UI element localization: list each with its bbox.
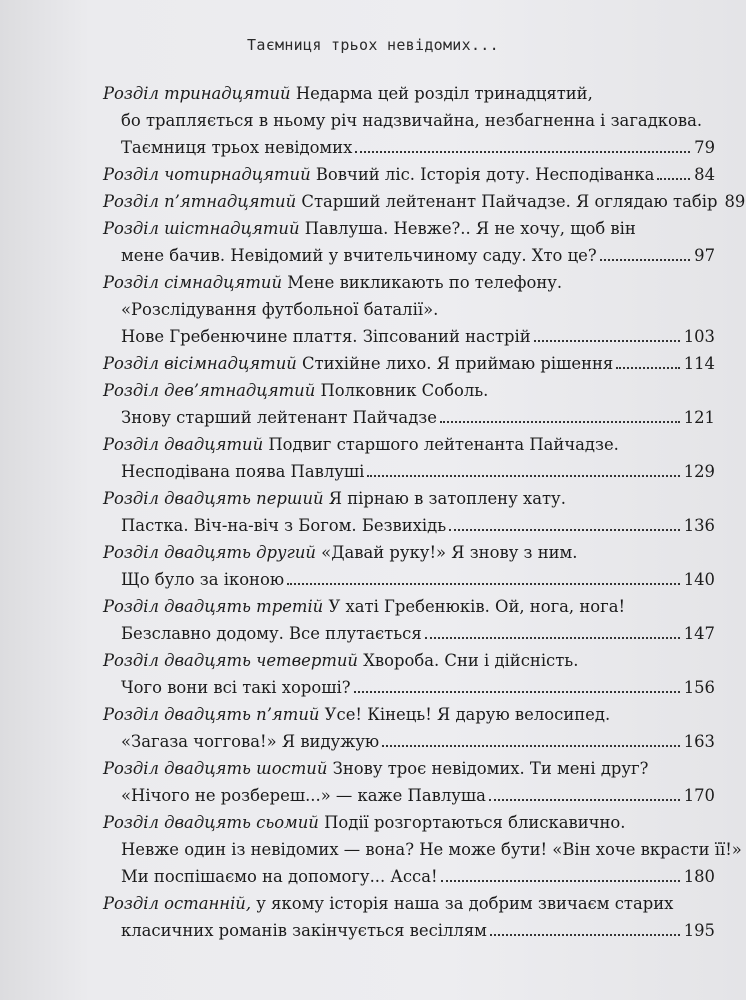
toc-entry (0, 809, 746, 890)
toc-line-text (121, 111, 702, 130)
toc-line (121, 836, 742, 863)
toc-line (121, 863, 715, 890)
toc-line (103, 701, 715, 728)
chapter-summary: У хаті Гребенюків. Ой, нога, нога! (328, 597, 626, 616)
chapter-summary: Я пірнаю в затоплену хату. (328, 489, 566, 508)
toc-entry (0, 701, 746, 755)
toc-line-text (121, 300, 438, 319)
page-number: 195 (683, 921, 715, 940)
chapter-summary: Що було за іконою (121, 570, 285, 589)
table-of-contents (0, 80, 746, 944)
chapter-summary: мене бачив. Невідомий у вчительчиному саду. Хто це? (121, 246, 597, 265)
chapter-summary: Хвороба. Сни і дійсність. (363, 651, 579, 670)
toc-line (103, 647, 715, 674)
toc-entry (0, 188, 746, 215)
chapter-summary: Нове Гребенючине плаття. Зіпсований настрій (121, 327, 531, 346)
chapter-summary: у якому історія наша за добрим звичаєм старих (256, 894, 674, 913)
toc-entry (0, 161, 746, 188)
chapter-summary: Чого вони всі такі хороші? (121, 678, 351, 697)
chapter-title: Розділ сімнадцятий (103, 273, 283, 292)
toc-line-text (103, 759, 648, 778)
leader-dots (600, 259, 691, 261)
page-number: 163 (683, 732, 715, 751)
page-number: 114 (683, 354, 715, 373)
chapter-summary: Невже один із невідомих — вона? Не може бути! «Він хоче вкрасти її!» (121, 840, 742, 859)
chapter-summary: Пастка. Віч-на-віч з Богом. Безвихідь (121, 516, 447, 535)
toc-line (103, 593, 715, 620)
leader-dots (367, 475, 679, 477)
toc-line (103, 215, 715, 242)
chapter-title: Розділ чотирнадцятий (103, 165, 311, 184)
chapter-summary: Знову троє невідомих. Ти мені друг? (332, 759, 649, 778)
chapter-summary: Стихійне лихо. Я приймаю рішення (302, 354, 614, 373)
chapter-summary: Несподівана поява Павлуші (121, 462, 365, 481)
toc-line (121, 512, 715, 539)
leader-dots (354, 691, 680, 693)
chapter-title: Розділ двадцять сьомий (103, 813, 319, 832)
toc-line-text (121, 323, 531, 350)
chapter-summary: Таємниця трьох невідомих (121, 138, 353, 157)
toc-line-text (121, 134, 352, 161)
toc-line-text (121, 840, 742, 859)
toc-line-text (121, 620, 422, 647)
page-number: 89 (724, 192, 746, 211)
toc-line-text (103, 597, 625, 616)
toc-line-text (121, 404, 437, 431)
toc-entry (0, 215, 746, 269)
toc-line (121, 566, 715, 593)
page-number: 97 (694, 246, 715, 265)
toc-line (103, 755, 715, 782)
toc-line-text (121, 566, 284, 593)
leader-dots (489, 799, 680, 801)
toc-line (121, 323, 715, 350)
toc-entry (0, 377, 746, 431)
toc-entry (0, 593, 746, 647)
toc-line-text (103, 273, 562, 292)
page-number: 147 (683, 624, 715, 643)
chapter-summary: «Нічого не розбереш...» — каже Павлуша (121, 786, 486, 805)
toc-line (121, 134, 715, 161)
page-number: 136 (683, 516, 715, 535)
toc-line (121, 728, 715, 755)
toc-line (103, 431, 715, 458)
toc-line (121, 917, 715, 944)
toc-entry (0, 80, 746, 161)
toc-line-text (121, 674, 351, 701)
page-number: 140 (683, 570, 715, 589)
toc-entry (0, 431, 746, 485)
chapter-title: Розділ двадцять п’ятий (103, 705, 320, 724)
leader-dots (382, 745, 680, 747)
chapter-summary: Павлуша. Невже?.. Я не хочу, щоб він (304, 219, 636, 238)
chapter-summary: Подвиг старшого лейтенанта Пайчадзе. (268, 435, 619, 454)
leader-dots (657, 178, 690, 180)
toc-line (121, 674, 715, 701)
toc-entry (0, 350, 746, 377)
chapter-title: Розділ тринадцятий (103, 84, 291, 103)
chapter-summary: Вовчий ліс. Історія доту. Несподіванка (315, 165, 655, 184)
chapter-summary: «Розслідування футбольної баталії». (121, 300, 439, 319)
toc-line-text (103, 894, 673, 913)
chapter-title: Розділ двадцять шостий (103, 759, 328, 778)
chapter-summary: Усе! Кінець! Я дарую велосипед. (324, 705, 611, 724)
running-head: Таємниця трьох невідомих... (247, 36, 499, 54)
page-number: 84 (694, 165, 715, 184)
toc-entry (0, 890, 746, 944)
toc-line-text (103, 489, 566, 508)
toc-line (103, 377, 715, 404)
toc-line-text (103, 435, 619, 454)
toc-line (103, 485, 715, 512)
toc-line (121, 458, 715, 485)
toc-line-text (121, 242, 597, 269)
page-number: 121 (683, 408, 715, 427)
toc-line (121, 242, 715, 269)
toc-line-text (103, 350, 613, 377)
page-number: 170 (683, 786, 715, 805)
chapter-title: Розділ двадцять другий (103, 543, 316, 562)
toc-line (121, 782, 715, 809)
leader-dots (440, 421, 680, 423)
toc-line (121, 404, 715, 431)
toc-line (121, 620, 715, 647)
toc-line (121, 107, 715, 134)
chapter-summary: Події розгортаються блискавично. (324, 813, 626, 832)
chapter-summary: Знову старший лейтенант Пайчадзе (121, 408, 437, 427)
chapter-title: Розділ двадцять четвертий (103, 651, 358, 670)
toc-line (103, 161, 715, 188)
toc-line-text (103, 651, 578, 670)
chapter-title: Розділ дев’ятнадцятий (103, 381, 316, 400)
page-number: 103 (683, 327, 715, 346)
toc-line-text (121, 782, 486, 809)
page-number: 79 (694, 138, 715, 157)
chapter-summary: Старший лейтенант Пайчадзе. Я оглядаю табір (301, 192, 718, 211)
toc-entry (0, 485, 746, 539)
toc-entry (0, 647, 746, 701)
toc-line (103, 539, 715, 566)
toc-line-text (103, 219, 636, 238)
toc-line (103, 188, 746, 215)
chapter-summary: «Загаза чоггова!» Я видужую (121, 732, 380, 751)
leader-dots (616, 367, 679, 369)
chapter-title: Розділ шістнадцятий (103, 219, 300, 238)
leader-dots (449, 529, 680, 531)
page-number: 129 (683, 462, 715, 481)
toc-line (103, 890, 715, 917)
toc-entry (0, 539, 746, 593)
leader-dots (355, 151, 690, 153)
chapter-title: Розділ п’ятнадцятий (103, 192, 297, 211)
toc-line-text (121, 458, 364, 485)
page-number: 156 (683, 678, 715, 697)
toc-line-text (121, 512, 446, 539)
toc-line-text (103, 161, 654, 188)
toc-line-text (121, 728, 379, 755)
chapter-title: Розділ двадцять третій (103, 597, 324, 616)
leader-dots (490, 934, 680, 936)
chapter-title: Розділ вісімнадцятий (103, 354, 297, 373)
leader-dots (425, 637, 680, 639)
chapter-summary: бо трапляється в ньому річ надзвичайна, незбагненна і загадкова. (121, 111, 703, 130)
chapter-summary: Безславно додому. Все плутається (121, 624, 422, 643)
toc-line-text (103, 813, 625, 832)
toc-line-text (103, 188, 717, 215)
chapter-title: Розділ двадцятий (103, 435, 264, 454)
toc-line-text (103, 381, 488, 400)
leader-dots (534, 340, 680, 342)
chapter-summary: класичних романів закінчується весіллям (121, 921, 487, 940)
chapter-summary: Мене викликають по телефону. (287, 273, 563, 292)
chapter-summary: Недарма цей розділ тринадцятий, (295, 84, 593, 103)
toc-line (103, 269, 715, 296)
toc-line (121, 296, 715, 323)
toc-line-text (103, 84, 593, 103)
chapter-summary: «Давай руку!» Я знову з ним. (321, 543, 578, 562)
leader-dots (441, 880, 680, 882)
page-number: 180 (683, 867, 715, 886)
chapter-title: Розділ двадцять перший (103, 489, 324, 508)
toc-line-text (121, 917, 487, 944)
leader-dots (287, 583, 680, 585)
toc-entry (0, 269, 746, 350)
toc-line (103, 350, 715, 377)
toc-line-text (103, 543, 578, 562)
toc-line (103, 80, 715, 107)
chapter-summary: Ми поспішаємо на допомогу... Асса! (121, 867, 438, 886)
toc-line-text (121, 863, 438, 890)
toc-line-text (103, 705, 610, 724)
chapter-summary: Полковник Соболь. (320, 381, 489, 400)
toc-line (103, 809, 715, 836)
toc-entry (0, 755, 746, 809)
chapter-title: Розділ останній, (103, 894, 252, 913)
